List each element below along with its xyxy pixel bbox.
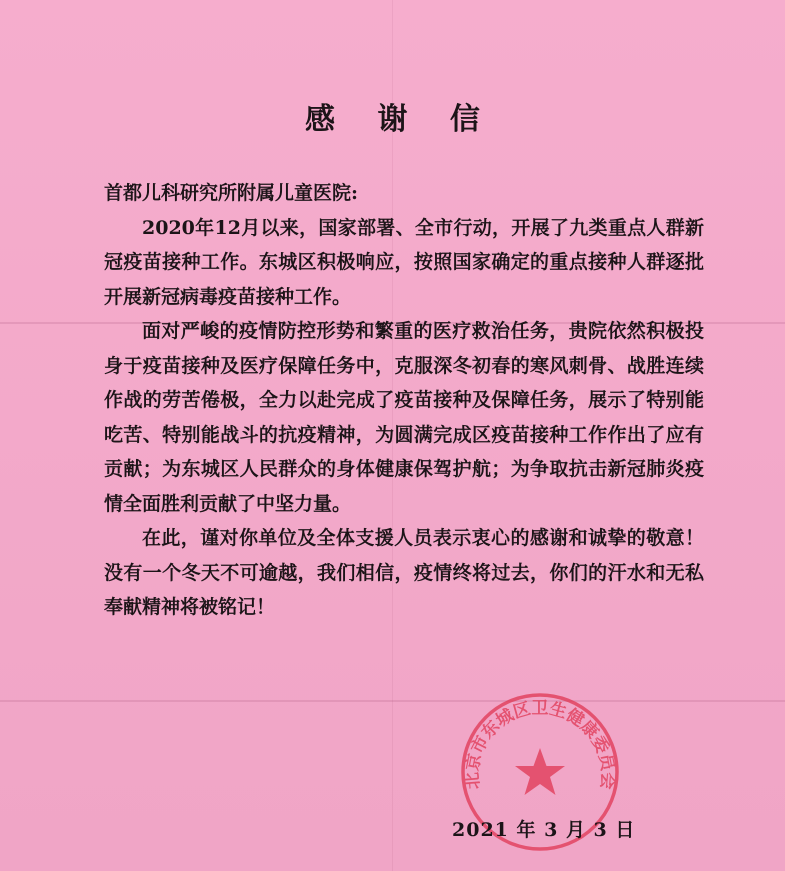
letter-paragraph: 在此，谨对你单位及全体支援人员表示衷心的感谢和诚挚的敬意！没有一个冬天不可逾越，我们相信，疫情终将过去，你们的汗水和无私奉献精神将被铭记！ bbox=[104, 527, 704, 618]
letter-paragraph: 2020年12月以来，国家部署、全市行动，开展了九类重点人群新冠疫苗接种工作。东城区积极响应，按照国家确定的重点接种人群逐批开展新冠病毒疫苗接种工作。 bbox=[104, 216, 704, 308]
letter-paragraph: 面对严峻的疫情防控形势和繁重的医疗救治任务，贵院依然积极投身于疫苗接种及医疗保障任务中，克服深冬初春的寒风刺骨、战胜连续作战的劳苦倦极，全力以赴完成了疫苗接种及保障任务，展示了特别能吃苦、特别能战斗的抗疫精神，为圆满完成区疫苗接种工作作出了应有贡献；为东城区人民群众的身体健康保驾护航；为争取抗击新冠肺炎疫情全面胜利贡献了中坚力量。 bbox=[104, 320, 704, 515]
star-icon bbox=[515, 748, 565, 795]
seal-text: 北京市东城区卫生健康委员会 bbox=[462, 698, 618, 790]
letter-date: 2021 年 3 月 3 日 bbox=[452, 819, 636, 841]
letter-body bbox=[104, 176, 704, 625]
letter-salutation: 首都儿科研究所附属儿童医院: bbox=[104, 182, 359, 204]
letter-title: 感 谢 信 bbox=[305, 102, 496, 137]
